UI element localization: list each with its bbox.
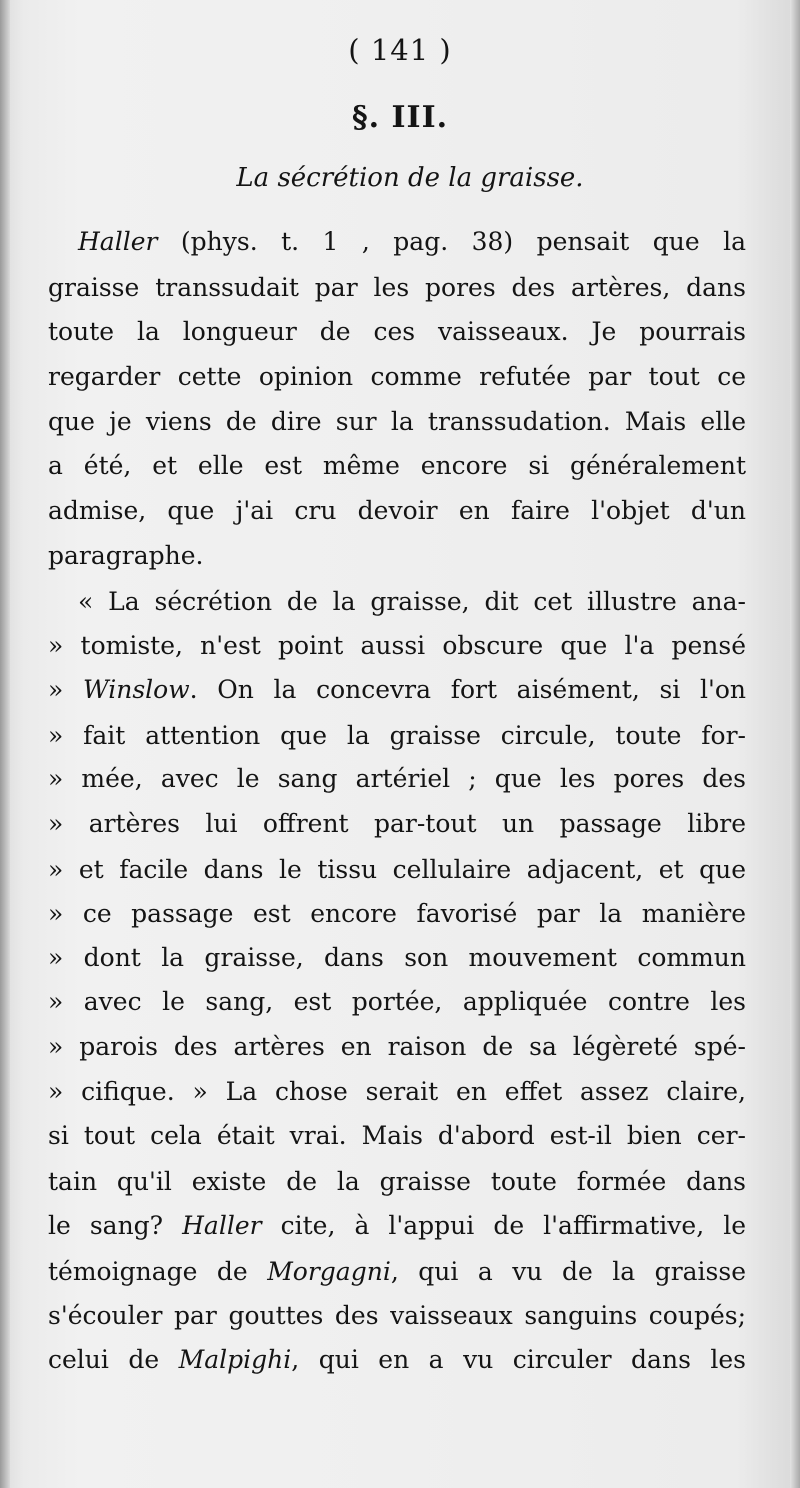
text-segment: » mée, avec le sang artériel ; que les pores des — [48, 764, 746, 793]
text-line — [48, 1070, 746, 1114]
text-segment: » dont la graisse, dans son mouvement commun — [48, 943, 746, 972]
text-segment: regarder cette opinion comme refutée par tout ce — [48, 362, 746, 391]
italic-name: Winslow — [82, 675, 190, 704]
section-subtitle: La sécrétion de la graisse. — [236, 163, 584, 193]
text-line — [48, 1338, 746, 1382]
text-segment: le sang? — [48, 1211, 183, 1240]
text-line — [48, 534, 746, 578]
text-line — [48, 757, 746, 801]
text-segment: que je viens de dire sur la transsudation. Mais elle — [48, 407, 746, 436]
text-segment: s'écouler par gouttes des vaisseaux sanguins coupés; — [48, 1301, 746, 1330]
text-line — [48, 802, 746, 846]
text-segment: , qui en a vu circuler dans les — [291, 1345, 746, 1374]
text-line — [48, 355, 746, 399]
text-segment: paragraphe. — [48, 541, 204, 570]
text-line — [48, 714, 746, 758]
text-segment: a été, et elle est même encore si généralement — [48, 451, 746, 480]
text-segment: » parois des artères en raison de sa légèreté spé- — [48, 1032, 746, 1061]
text-segment: celui de — [48, 1345, 179, 1374]
text-line — [48, 936, 746, 980]
text-segment: si tout cela était vrai. Mais d'abord est-il bien cer- — [48, 1121, 746, 1150]
text-segment: » ce passage est encore favorisé par la manière — [48, 899, 746, 928]
text-line — [48, 1114, 746, 1158]
text-line — [48, 624, 746, 668]
italic-name: Malpighi — [178, 1345, 292, 1374]
text-segment: . On la concevra fort aisément, si l'on — [189, 675, 746, 704]
text-segment: (phys. t. 1 , pag. 38) pensait que la — [157, 227, 746, 256]
text-segment: » cifique. » La chose serait en effet assez claire, — [48, 1077, 746, 1106]
section-heading: §. III. — [351, 100, 449, 135]
text-segment: » artères lui offrent par-tout un passage libre — [48, 809, 746, 838]
text-line — [48, 1294, 746, 1338]
text-line — [48, 444, 746, 488]
text-segment: » fait attention que la graisse circule, toute for- — [48, 721, 746, 750]
text-line — [48, 1160, 746, 1204]
text-line — [48, 668, 746, 712]
italic-name: Haller — [182, 1211, 262, 1240]
text-line — [48, 980, 746, 1024]
text-line — [48, 1204, 746, 1248]
text-segment: » et facile dans le tissu cellulaire adjacent, et que — [48, 855, 746, 884]
text-segment: tain qu'il existe de la graisse toute formée dans — [48, 1167, 746, 1196]
text-segment: témoignage de — [48, 1257, 268, 1286]
text-segment: » — [48, 675, 83, 704]
page-edge-right — [790, 0, 800, 1488]
text-segment: » tomiste, n'est point aussi obscure que l'a pensé — [48, 631, 746, 660]
text-segment: cite, à l'appui de l'affirmative, le — [261, 1211, 746, 1240]
italic-name: Haller — [78, 227, 158, 256]
text-segment: « La sécrétion de la graisse, dit cet illustre ana- — [78, 587, 746, 616]
text-line — [48, 1025, 746, 1069]
text-line — [48, 892, 746, 936]
page-edge-left — [0, 0, 10, 1488]
page-number: ( 141 ) — [348, 33, 452, 67]
italic-name: Morgagni — [267, 1257, 391, 1286]
text-line — [48, 266, 746, 310]
text-line — [48, 848, 746, 892]
text-segment: admise, que j'ai cru devoir en faire l'objet d'un — [48, 496, 746, 525]
text-segment: , qui a vu de la graisse — [390, 1257, 746, 1286]
text-line — [48, 1250, 746, 1294]
text-line — [48, 220, 746, 264]
text-line — [48, 580, 746, 624]
text-line — [48, 400, 746, 444]
text-segment: » avec le sang, est portée, appliquée contre les — [48, 987, 746, 1016]
text-line — [48, 489, 746, 533]
text-segment: graisse transsudait par les pores des artères, dans — [48, 273, 746, 302]
text-segment: toute la longueur de ces vaisseaux. Je pourrais — [48, 317, 746, 346]
text-line — [48, 310, 746, 354]
